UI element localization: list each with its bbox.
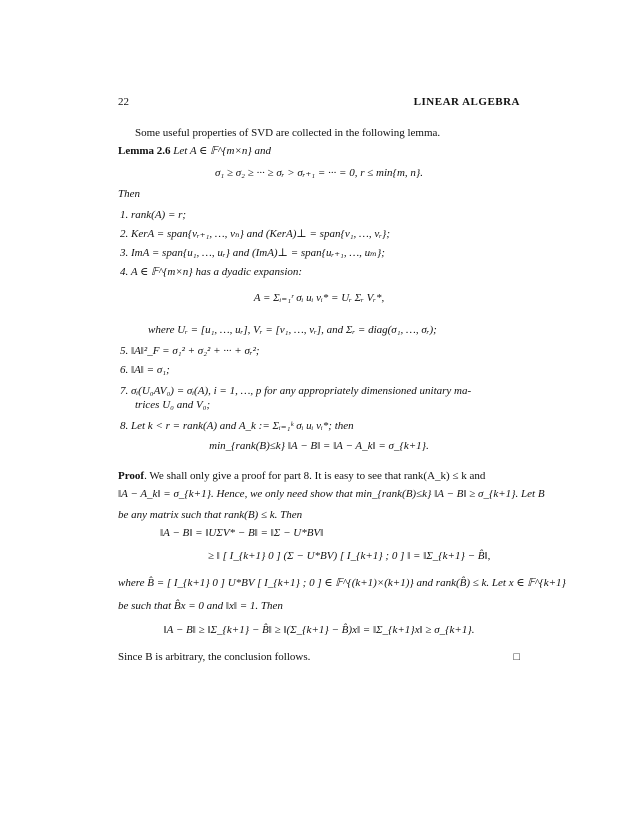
- item-number: 7.: [120, 385, 129, 397]
- dyadic-expansion-equation: A = Σᵢ₌₁ʳ σᵢ uᵢ vᵢ* = Uᵣ Σᵣ Vᵣ*,: [253, 292, 385, 304]
- item-number: 5.: [120, 345, 129, 357]
- item-number: 8.: [120, 420, 129, 432]
- item-text: ‖A‖ = σ₁;: [131, 364, 170, 376]
- item-number: 2.: [120, 228, 129, 240]
- item-number: 6.: [120, 364, 129, 376]
- item-text: A ∈ 𝔽^{m×n} has a dyadic expansion:: [130, 266, 303, 278]
- item-8-equation: min_{rank(B)≤k} ‖A − B‖ = ‖A − A_k‖ = σ_{k+1}.: [209, 440, 429, 452]
- intro-text: Some useful properties of SVD are collected in the following lemma.: [135, 127, 441, 139]
- item-number: 4.: [120, 266, 129, 278]
- proof-line-3: be any matrix such that rank(B) ≤ k. Then: [118, 509, 303, 521]
- item-text: rank(A) = r;: [131, 209, 187, 221]
- lemma-item-7-continued: trices U₀ and V₀;: [135, 399, 211, 411]
- dyadic-where-clause: where Uᵣ = [u₁, …, uᵣ], Vᵣ = [v₁, …, vᵣ], and Σᵣ = diag(σ₁, …, σᵣ);: [148, 324, 437, 336]
- lemma-item-2: [120, 228, 390, 242]
- lemma-item-3: [120, 247, 385, 261]
- item-number: 3.: [120, 247, 129, 259]
- page-number: 22: [118, 96, 129, 108]
- lemma-condition: σ₁ ≥ σ₂ ≥ ··· ≥ σᵣ > σᵣ₊₁ = ··· = 0, r ≤ min{m, n}.: [214, 167, 424, 179]
- lemma-then: Then: [118, 188, 140, 200]
- lemma-item-1: [120, 209, 186, 223]
- lemma-item-4: [120, 266, 302, 280]
- proof-label: Proof: [118, 470, 145, 482]
- item-text: KerA = span{vᵣ₊₁, …, vₙ} and (KerA)⊥ = span{v₁, …, vᵣ};: [131, 228, 390, 240]
- lemma-line: [118, 145, 271, 159]
- item-text: Let k < r = rank(A) and A_k := Σᵢ₌₁ᵏ σᵢ uᵢ vᵢ*; then: [131, 420, 354, 432]
- proof-line-x: be such that B̂x = 0 and ‖x‖ = 1. Then: [118, 600, 283, 612]
- proof-text: We shall only give a proof for part 8. It is easy to see that rank(A_k) ≤ k and: [149, 470, 486, 482]
- qed-box: □: [513, 651, 520, 663]
- proof-line-where: where B̂ = [ I_{k+1} 0 ] U*BV [ I_{k+1} ; 0 ] ∈ 𝔽^{(k+1)×(k+1)} and rank(B̂) ≤ k. Let x ∈ 𝔽^{k+1}: [118, 577, 566, 589]
- lemma-statement: Let A ∈ 𝔽^{m×n} and: [173, 145, 272, 157]
- item-text: σᵢ(U₀AV₀) = σᵢ(A), i = 1, …, p for any appropriately dimensioned unitary ma-: [131, 385, 472, 397]
- item-text: ImA = span{u₁, …, uᵣ} and (ImA)⊥ = span{uᵣ₊₁, …, uₘ};: [131, 247, 385, 259]
- lemma-item-5: [120, 345, 260, 359]
- lemma-label: Lemma 2.6: [118, 145, 171, 157]
- proof-line-2: ‖A − A_k‖ = σ_{k+1}. Hence, we only need show that min_{rank(B)≤k} ‖A − B‖ ≥ σ_{k+1}. Let B: [118, 488, 545, 500]
- proof-equation-1: ‖A − B‖ = ‖UΣV* − B‖ = ‖Σ − U*BV‖: [160, 527, 324, 539]
- proof-label-dot: .: [144, 470, 147, 482]
- proof-equation-3: ‖A − B‖ ≥ ‖Σ_{k+1} − B̂‖ ≥ ‖(Σ_{k+1} − B̂)x‖ = ‖Σ_{k+1}x‖ ≥ σ_{k+1}.: [163, 624, 475, 636]
- proof-line-1: [118, 470, 520, 484]
- item-number: 1.: [120, 209, 129, 221]
- proof-equation-2: ≥ ‖ [ I_{k+1} 0 ] (Σ − U*BV) [ I_{k+1} ; 0 ] ‖ = ‖Σ_{k+1} − B̂‖,: [208, 550, 491, 562]
- lemma-item-6: [120, 364, 170, 378]
- lemma-item-7: [120, 385, 471, 399]
- item-text: ‖A‖²_F = σ₁² + σ₂² + ··· + σᵣ²;: [131, 345, 260, 357]
- proof-conclusion: [118, 651, 520, 665]
- proof-conclusion-text: Since B is arbitrary, the conclusion follows.: [118, 651, 311, 663]
- running-title: LINEAR ALGEBRA: [413, 96, 520, 108]
- lemma-item-8: [120, 420, 354, 434]
